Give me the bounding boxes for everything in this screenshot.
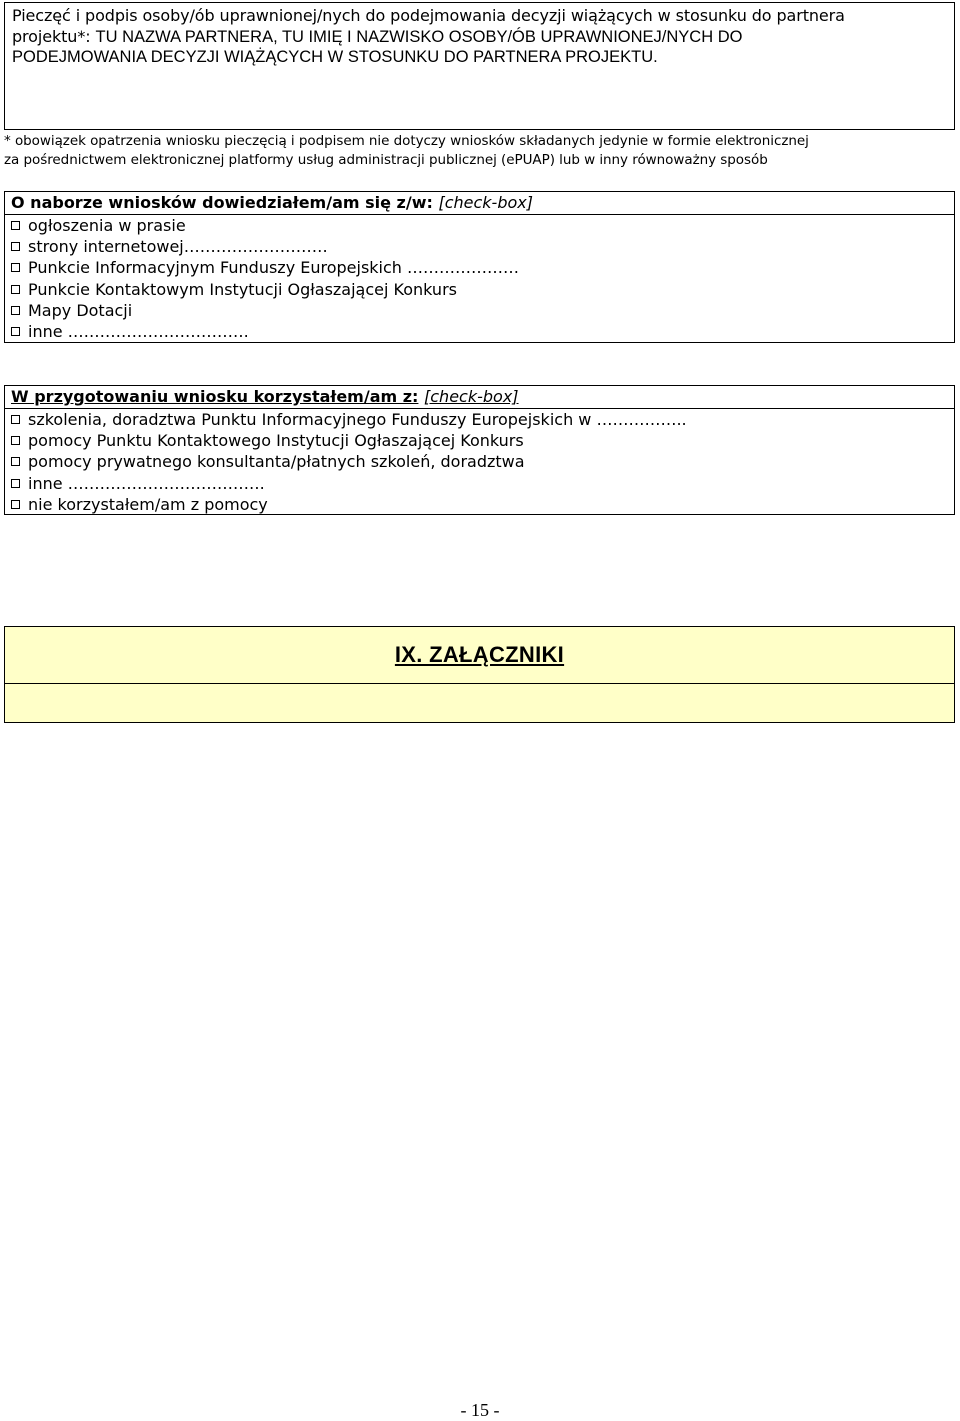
- option-consultant[interactable]: pomocy prywatnego konsultanta/płatnych szkoleń, doradztwa: [11, 451, 948, 472]
- signature-box: [4, 2, 955, 130]
- page-number: - 15 -: [460, 1400, 500, 1420]
- option-contact-point[interactable]: Punkcie Kontaktowym Instytucji Ogłaszającej Konkurs: [11, 279, 948, 300]
- assistance-heading: W przygotowaniu wniosku korzystałem/am z: [check-box]: [5, 386, 954, 409]
- checkbox[interactable]: [11, 327, 20, 336]
- partner-placeholder[interactable]: TU NAZWA PARTNERA, TU IMIĘ I NAZWISKO OSOBY/ÓB UPRAWNIONEJ/NYCH DO: [95, 27, 743, 46]
- option-grant-map[interactable]: Mapy Dotacji: [11, 300, 948, 321]
- recruitment-source-table: [4, 191, 955, 343]
- checkbox-hint: [check-box]: [438, 193, 533, 212]
- checkbox[interactable]: [11, 263, 20, 272]
- signature-instructions: [12, 6, 947, 68]
- footnote-line-2: za pośrednictwem elektronicznej platformy usług administracji publicznej (ePUAP) lub w inny równoważny sposób: [4, 152, 768, 168]
- option-contact-help[interactable]: pomocy Punktu Kontaktowego Instytucji Ogłaszającej Konkurs: [11, 430, 948, 451]
- footnote-line-1: * obowiązek opatrzenia wniosku pieczęcią i podpisem nie dotyczy wniosków składanych jedynie w formie elektronicznej: [4, 133, 809, 149]
- checkbox[interactable]: [11, 285, 20, 294]
- checkbox[interactable]: [11, 415, 20, 424]
- checkbox[interactable]: [11, 221, 20, 230]
- option-other[interactable]: inne …………………………….: [11, 321, 948, 342]
- checkbox[interactable]: [11, 306, 20, 315]
- checkbox[interactable]: [11, 242, 20, 251]
- checkbox[interactable]: [11, 457, 20, 466]
- assistance-table: [4, 385, 955, 515]
- checkbox[interactable]: [11, 500, 20, 509]
- signature-line-1: Pieczęć i podpis osoby/ób uprawnionej/nych do podejmowania decyzji wiążących w stosunku do partnera: [12, 6, 845, 25]
- option-other[interactable]: inne ……………………………….: [11, 473, 948, 494]
- option-website[interactable]: strony internetowej………………………: [11, 236, 948, 257]
- checkbox[interactable]: [11, 479, 20, 488]
- recruitment-source-heading: O naborze wniosków dowiedziałem/am się z/w: [check-box]: [5, 192, 954, 215]
- option-info-point[interactable]: Punkcie Informacyjnym Funduszy Europejskich …………………: [11, 257, 948, 278]
- footnote: [4, 132, 956, 170]
- section-title: IX. ZAŁĄCZNIKI: [394, 642, 565, 667]
- checkbox-hint: [check-box]: [424, 387, 519, 406]
- checkbox[interactable]: [11, 436, 20, 445]
- signature-line-2: projektu*: TU NAZWA PARTNERA, TU IMIĘ I NAZWISKO OSOBY/ÓB UPRAWNIONEJ/NYCH DO: [12, 26, 743, 46]
- signature-line-3[interactable]: PODEJMOWANIA DECYZJI WIĄŻĄCYCH W STOSUNKU DO PARTNERA PROJEKTU.: [12, 48, 658, 66]
- option-press[interactable]: ogłoszenia w prasie: [11, 215, 948, 236]
- annex-section: [4, 626, 955, 723]
- option-training[interactable]: szkolenia, doradztwa Punktu Informacyjnego Funduszy Europejskich w ……………..: [11, 409, 948, 430]
- option-none[interactable]: nie korzystałem/am z pomocy: [11, 494, 948, 515]
